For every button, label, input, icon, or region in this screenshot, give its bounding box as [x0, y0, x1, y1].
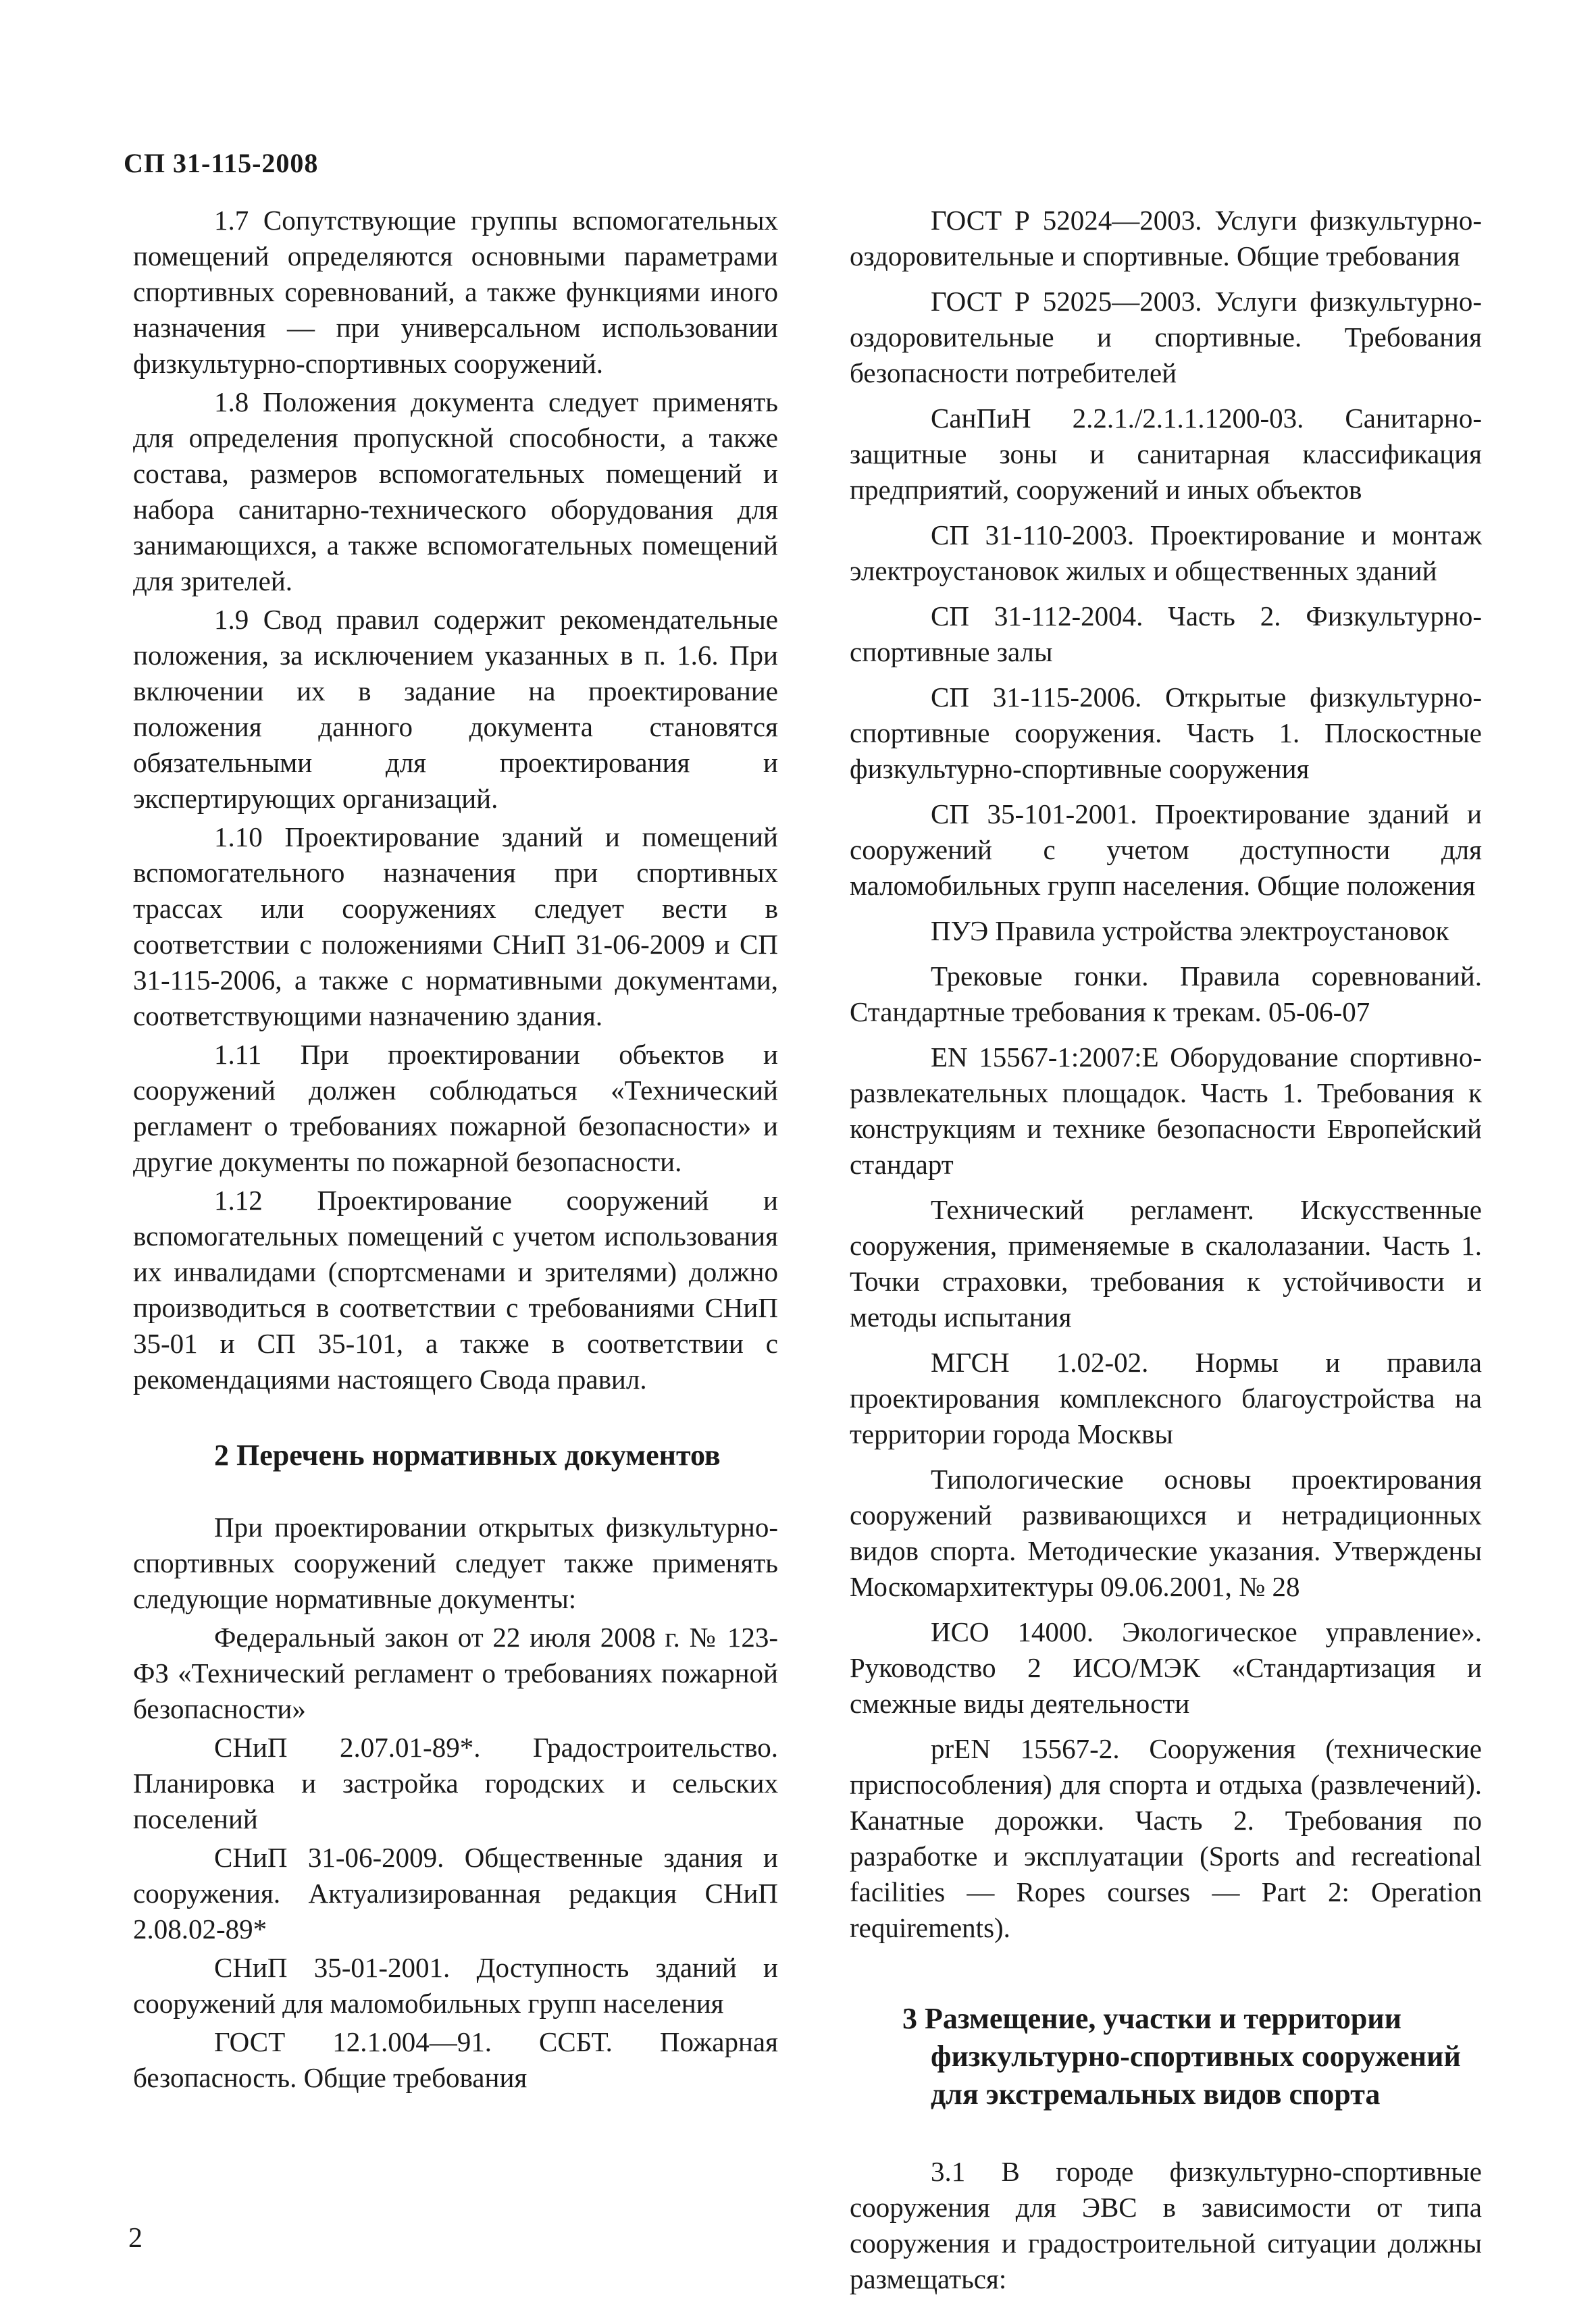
- section-3-number: 3: [902, 2002, 917, 2035]
- section-2-title: 2 Перечень нормативных документов: [214, 1439, 721, 1472]
- normative-doc-item: ГОСТ Р 52024—2003. Услуги физкультурно-оздоровительные и спортивные. Общие требования: [850, 205, 1482, 272]
- normative-doc-item: СП 35-101-2001. Проектирование зданий и сооружений с учетом доступности для маломобильных групп населения. Общие положения: [850, 798, 1482, 901]
- normative-doc-item: ГОСТ Р 52025—2003. Услуги физкультурно-оздоровительные и спортивные. Требования безопасности потребителей: [850, 286, 1482, 388]
- page-number: 2: [128, 2223, 143, 2254]
- paragraph-1-9: 1.9 Свод правил содержит рекомендательные положения, за исключением указанных в п. 1.6. При включении их в задание на проектирование положения данного документа становятся обязательными для проектирования и экспертирующих организаций.: [133, 604, 778, 814]
- normative-doc-item: Технический регламент. Искусственные сооружения, применяемые в скалолазании. Часть 1. Точки страховки, требования к устойчивости и методы испытания: [850, 1194, 1482, 1333]
- paragraph-3-1: 3.1 В городе физкультурно-спортивные сооружения для ЭВС в зависимости от типа сооружения и градостроительной ситуации должны размещаться:: [850, 2156, 1482, 2294]
- section-3-title-text: Размещение, участки и территории физкультурно-спортивных сооружений для экстремальных видов спорта: [925, 2002, 1461, 2111]
- normative-doc-item: МГСН 1.02-02. Нормы и правила проектирования комплексного благоустройства на территории города Москвы: [850, 1347, 1482, 1449]
- paragraph-1-12: 1.12 Проектирование сооружений и вспомогательных помещений с учетом использования их инвалидами (спортсменами и зрителями) должно производиться в соответствии с требованиями СНиП 35-01 и СП 35-101, а также в соответствии с рекомендациями настоящего Свода правил.: [133, 1185, 778, 1395]
- normative-doc-item: СНиП 35-01-2001. Доступность зданий и сооружений для маломобильных групп населения: [133, 1952, 778, 2019]
- normative-doc-item: ГОСТ 12.1.004—91. ССБТ. Пожарная безопасность. Общие требования: [133, 2026, 778, 2093]
- normative-doc-item: СНиП 2.07.01-89*. Градостроительство. Планировка и застройка городских и сельских поселений: [133, 1732, 778, 1834]
- section-3-title: [850, 2000, 1482, 2113]
- normative-doc-item: prEN 15567-2. Сооружения (технические приспособления) для спорта и отдыха (развлечений). Канатные дорожки. Часть 2. Требования по разработке и эксплуатации (Sports and recreational facilities — Ropes courses — Part 2: Operation requirements).: [850, 1733, 1482, 1943]
- paragraph-1-11: 1.11 При проектировании объектов и сооружений должен соблюдаться «Технический регламент о требованиях пожарной безопасности» и другие документы по пожарной безопасности.: [133, 1039, 778, 1177]
- normative-doc-item: ПУЭ Правила устройства электроустановок: [931, 915, 1449, 946]
- normative-doc-item: СП 31-110-2003. Проектирование и монтаж электроустановок жилых и общественных зданий: [850, 519, 1482, 586]
- left-column: [133, 203, 778, 2099]
- paragraph-1-8: 1.8 Положения документа следует применять для определения пропускной способности, а также состава, размеров вспомогательных помещений и набора санитарно-технического оборудования для занимающихся, а также вспомогательных помещений для зрителей.: [133, 386, 778, 596]
- normative-doc-item: ИСО 14000. Экологическое управление». Руководство 2 ИСО/МЭК «Стандартизация и смежные виды деятельности: [850, 1616, 1482, 1719]
- normative-doc-item: EN 15567-1:2007:E Оборудование спортивно-развлекательных площадок. Часть 1. Требования к конструкциям и технике безопасности Европейский стандарт: [850, 1042, 1482, 1180]
- normative-doc-item: СНиП 31-06-2009. Общественные здания и сооружения. Актуализированная редакция СНиП 2.08.02-89*: [133, 1842, 778, 1945]
- normative-doc-item: СП 31-112-2004. Часть 2. Физкультурно-спортивные залы: [850, 600, 1482, 667]
- section-2-intro: При проектировании открытых физкультурно-спортивных сооружений следует также применять следующие нормативные документы:: [133, 1512, 778, 1614]
- normative-doc-item: Типологические основы проектирования сооружений развивающихся и нетрадиционных видов спорта. Методические указания. Утверждены Москомархитектуры 09.06.2001, № 28: [850, 1464, 1482, 1602]
- normative-doc-item: Федеральный закон от 22 июля 2008 г. № 123-ФЗ «Технический регламент о требованиях пожарной безопасности»: [133, 1622, 778, 1724]
- paragraph-1-7: 1.7 Сопутствующие группы вспомогательных помещений определяются основными параметрами спортивных соревнований, а также функциями иного назначения — при универсальном использовании физкультурно-спортивных сооружений.: [133, 205, 778, 379]
- normative-doc-item: СанПиН 2.2.1./2.1.1.1200-03. Санитарно-защитные зоны и санитарная классификация предприятий, сооружений и иных объектов: [850, 403, 1482, 505]
- normative-doc-item: СП 31-115-2006. Открытые физкультурно-спортивные сооружения. Часть 1. Плоскостные физкультурно-спортивные сооружения: [850, 682, 1482, 784]
- paragraph-1-10: 1.10 Проектирование зданий и помещений вспомогательного назначения при спортивных трассах или сооружениях следует вести в соответствии с положениями СНиП 31-06-2009 и СП 31-115-2006, а также с нормативными документами, соответствующими назначению здания.: [133, 821, 778, 1031]
- right-column: [850, 203, 1482, 2307]
- document-code-header: СП 31-115-2008: [124, 148, 319, 178]
- normative-doc-item: Трековые гонки. Правила соревнований. Стандартные требования к трекам. 05-06-07: [850, 960, 1482, 1027]
